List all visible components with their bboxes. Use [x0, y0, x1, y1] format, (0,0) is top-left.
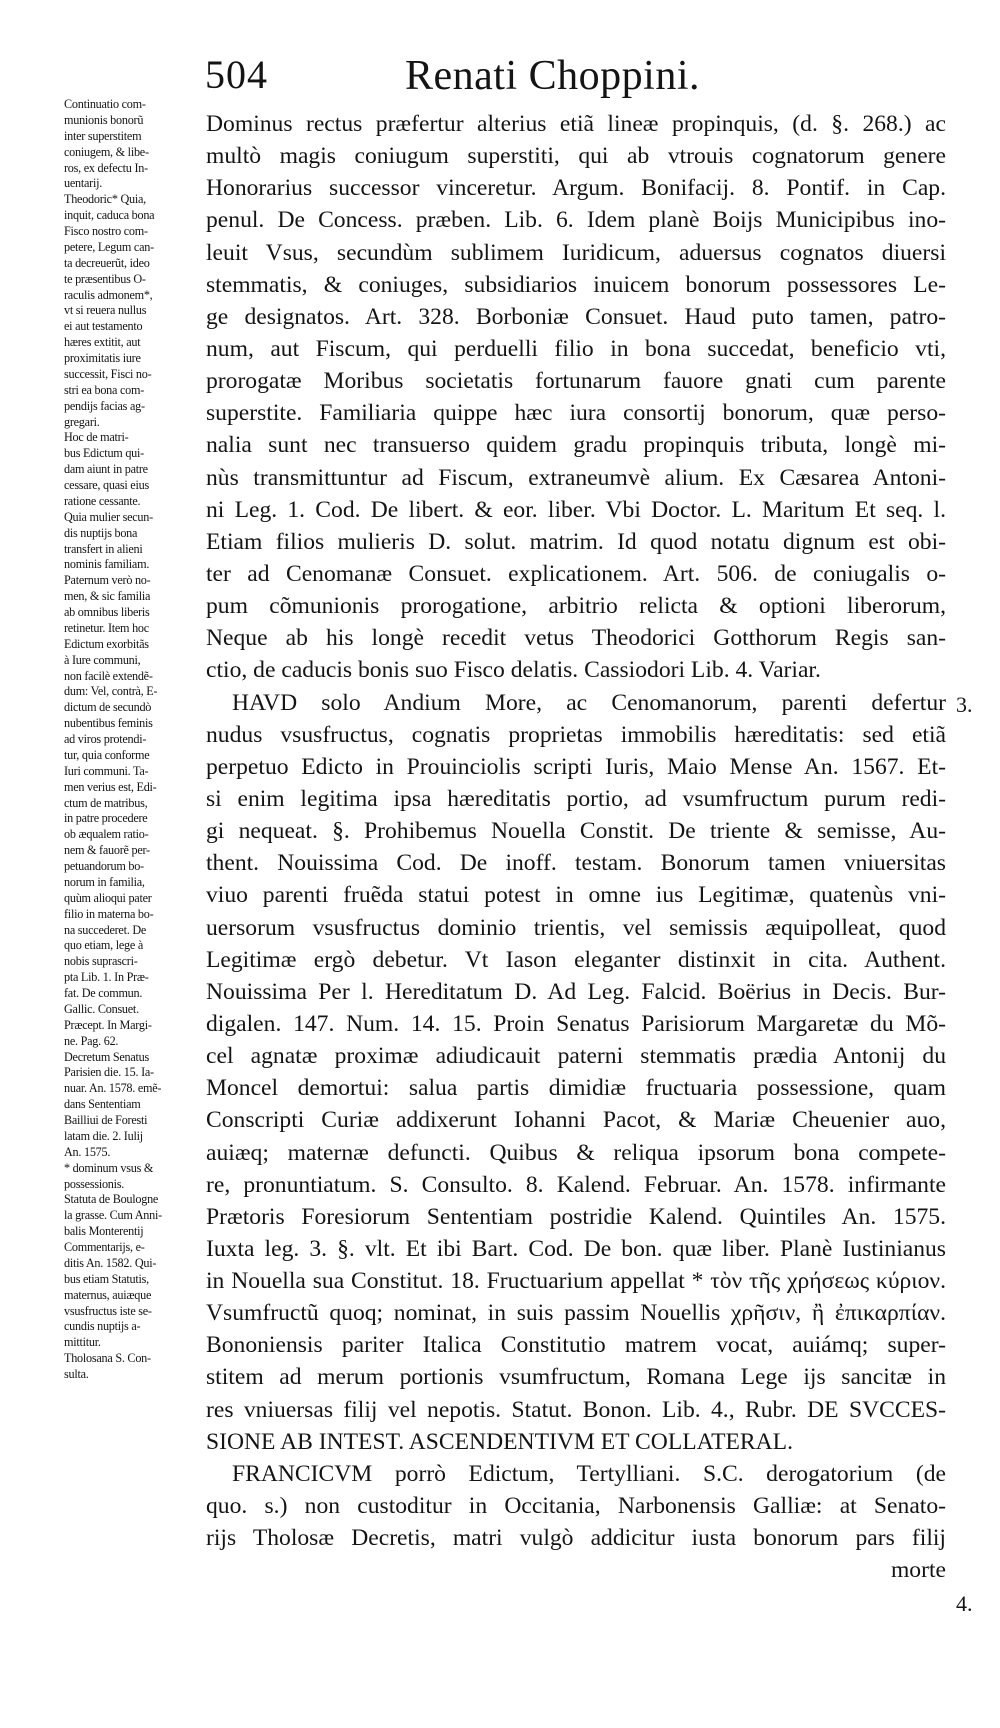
text-line: cel agnatæ proximæ adiudicauit paterni stemmatis prædia Antonij du	[206, 1043, 946, 1070]
text-line: stitem ad merum portionis vsumfructum, Romana Lege ijs sancitæ in	[206, 1364, 946, 1391]
margin-note-line: men verius est, Edi-	[64, 779, 157, 794]
text-line: Prætoris Foresiorum Sententiam postridie Kalend. Quintiles An. 1575.	[206, 1203, 946, 1230]
text-line: Vsumfructũ quoq; nominat, in suis passim Nouellis χρῆσιν, ἢ ἐπικαρπίαν.	[206, 1300, 946, 1327]
margin-note-line: Bailliui de Foresti	[64, 1113, 148, 1127]
margin-note-line: filio in materna bo-	[64, 906, 154, 921]
margin-note-line: norum in familia,	[64, 874, 145, 889]
margin-note-line: Decretum Senatus	[64, 1049, 150, 1064]
text-line: penul. De Concess. præben. Lib. 6. Idem planè Boijs Municipibus ino-	[206, 207, 946, 234]
text-line: nalia sunt nec transuerso quidem gradu propinquis tributa, longè mi-	[206, 432, 946, 459]
text-line: pum cõmunionis prorogatione, arbitrio relicta & optioni liberorum,	[206, 593, 946, 620]
margin-note-line: balis Monterentij	[64, 1224, 144, 1239]
margin-note-line: An. 1575.	[64, 1144, 111, 1159]
margin-note-line: retinetur. Item hoc	[64, 620, 149, 635]
running-title: Renati Choppini.	[405, 53, 700, 99]
margin-note-line: nem & fauorẽ per-	[64, 843, 150, 858]
margin-note-line: Tholosana S. Con-	[64, 1351, 151, 1366]
margin-note-line: ne. Pag. 62.	[64, 1033, 119, 1048]
text-line: Bononiensis pariter Italica Constitutio matrem vocat, auiámq; super-	[206, 1332, 946, 1359]
margin-note-line: petere, Legum can-	[64, 239, 154, 254]
margin-note-line: ctum de matribus,	[64, 795, 148, 810]
text-line: re, pronuntiatum. S. Consulto. 8. Kalend. Februar. An. 1578. infirmante	[206, 1171, 946, 1198]
margin-note-line: men, & sic familia	[64, 589, 151, 604]
page-header	[205, 52, 965, 115]
margin-note-line: gregari.	[64, 414, 100, 429]
margin-note-line: munionis bonorũ	[64, 112, 144, 127]
margin-note-line: mittitur.	[64, 1335, 101, 1350]
margin-note-line: dictum de secundò	[64, 700, 152, 715]
margin-note-line: vsusfructus iste se-	[64, 1303, 152, 1318]
margin-note-line: hæres extitit, aut	[64, 335, 141, 350]
margin-note-line: ab omnibus liberis	[64, 605, 150, 619]
text-line: Conscripti Curiæ addixerunt Iohanni Pacot, & Mariæ Cheuenier auo,	[206, 1107, 946, 1134]
text-line: viuo parenti fruẽda statui potest in omne ius Legitimæ, quatenùs vni-	[206, 882, 946, 909]
text-line: morte	[890, 1557, 946, 1584]
text-line: in Nouella sua Constitut. 18. Fructuarium appellat * τὸν τῆς χρήσεως κύριον.	[206, 1268, 946, 1295]
text-line: Legitimæ ergò debetur. Vt Iason eleganter distinxit in cita. Authent.	[206, 946, 946, 973]
text-line: quo. s.) non custoditur in Occitania, Narbonensis Galliæ: at Senato-	[206, 1493, 946, 1520]
text-line: Iuxta leg. 3. §. vlt. Et ibi Bart. Cod. De bon. quæ liber. Planè Iustinianus	[206, 1235, 946, 1262]
margin-note-line: pta Lib. 1. In Præ-	[64, 970, 149, 985]
margin-note-line: cundis nuptijs a-	[64, 1319, 141, 1334]
text-line: Etiam filios mulieris D. solut. matrim. Id quod notatu dignum est obi-	[206, 528, 946, 555]
margin-note-line: stri ea bona com-	[64, 382, 145, 397]
margin-note-line: ad viros protendi-	[64, 732, 147, 746]
text-line: ctio, de caducis bonis suo Fisco delatis. Cassiodori Lib. 4. Variar.	[206, 657, 821, 684]
margin-note-line: nobis suprascri-	[64, 954, 138, 969]
margin-note-line: tur, quia conforme	[64, 747, 150, 762]
margin-note-line: * dominum vsus &	[64, 1160, 154, 1175]
text-line: HAVD solo Andium More, ac Cenomanorum, parenti defertur	[232, 689, 946, 716]
margin-note-line: la grasse. Cum Anni-	[64, 1208, 162, 1223]
margin-note-line: Continuatio com-	[64, 97, 146, 111]
margin-note-line: ei aut testamento	[64, 319, 143, 334]
margin-note-line: quo etiam, lege à	[64, 938, 143, 953]
margin-note-line: dis nuptijs bona	[64, 525, 138, 540]
margin-note-line: successit, Fisci no-	[64, 366, 152, 381]
margin-note-line: Commentarijs, e-	[64, 1240, 145, 1254]
margin-note-line: inquit, caduca bona	[64, 208, 155, 223]
margin-note-line: Fisco nostro com-	[64, 224, 148, 238]
text-line: Honorarius successor vinceretur. Argum. Bonifacij. 8. Pontif. in Cap.	[206, 175, 946, 202]
margin-note-line: coniugem, & libe-	[64, 144, 149, 159]
text-line: nudus vsusfructus, cognatis proprietas immobilis hæreditatis: sed etiã	[206, 721, 946, 748]
margin-note-line: na succederet. De	[64, 922, 147, 937]
text-line: Neque ab his longè recedit vetus Theodorici Gotthorum Regis san-	[206, 625, 946, 652]
text-line: gi nequeat. §. Prohibemus Nouella Constit. De triente & semisse, Au-	[206, 818, 946, 845]
margin-note-line: Statuta de Boulogne	[64, 1192, 159, 1207]
text-line: nùs transmittuntur ad Fiscum, extraneumvè alium. Ex Cæsarea Antoni-	[206, 464, 946, 491]
margin-note-line: bus etiam Statutis,	[64, 1271, 149, 1286]
margin-note-line: pendijs facias ag-	[64, 398, 145, 413]
text-line: leuit Vsus, secundùm sublimem Iuridicum, aduersus cognatos diuersi	[206, 239, 946, 266]
text-line: ge designatos. Art. 328. Borboniæ Consuet. Haud puto tamen, patro-	[206, 303, 946, 330]
margin-note-line: ros, ex defectu In-	[64, 160, 148, 175]
margin-note-line: Iuri communi. Ta-	[64, 763, 149, 778]
margin-note-line: fat. De commun.	[64, 986, 143, 1000]
text-line: auiæq; maternæ defuncti. Quibus & reliqua ipsorum bona compete-	[206, 1139, 946, 1166]
margin-note-line: vt si reuera nullus	[64, 303, 147, 318]
text-line: Dominus rectus præfertur alterius etiã lineæ propinquis, (d. §. 268.) ac	[206, 111, 946, 137]
text-line: ni Leg. 1. Cod. De libert. & eor. liber. Vbi Doctor. L. Maritum Et seq. l.	[206, 496, 946, 523]
margin-note-line: cessare, quasi eius	[64, 478, 149, 492]
text-line: rijs Tholosæ Decretis, matri vulgò addicitur iusta bonorum pars filij	[206, 1525, 946, 1552]
margin-note-line: Hoc de matri-	[64, 430, 129, 445]
margin-note-line: dans Sententiam	[64, 1097, 141, 1112]
margin-note-line: ditis An. 1582. Qui-	[64, 1255, 157, 1270]
margin-note-line: Quia mulier secun-	[64, 509, 153, 524]
text-line: ter ad Cenomanæ Consuet. explicationem. Art. 506. de coniugalis o-	[206, 560, 946, 587]
text-line: thent. Nouissima Cod. De inoff. testam. Bonorum tamen vniuersitas	[206, 850, 946, 877]
margin-note-line: Paternum verò no-	[64, 573, 151, 588]
text-line: digalen. 147. Num. 14. 15. Proin Senatus Parisiorum Margaretæ du Mõ-	[206, 1010, 946, 1037]
text-line: Nouissima Per l. Hereditatum D. Ad Leg. Falcid. Boërius in Decis. Bur-	[206, 978, 946, 1005]
margin-note-line: dum: Vel, contrà, E-	[64, 684, 158, 699]
margin-note-line: ob æqualem ratio-	[64, 827, 149, 842]
text-line: num, aut Fiscum, qui perduelli filio in bona succedat, beneficio vti,	[206, 335, 946, 362]
margin-note-line: Parisien die. 15. Ia-	[64, 1065, 154, 1080]
margin-note-line: Præcept. In Margi-	[64, 1017, 152, 1032]
margin-note-line: te præsentibus O-	[64, 271, 146, 286]
margin-note-line: inter superstitem	[64, 128, 142, 143]
margin-note-line: sulta.	[64, 1367, 89, 1381]
margin-note-line: quùm alioqui pater	[64, 890, 152, 905]
margin-note-line: nominis familiam.	[64, 557, 150, 572]
margin-note-line: petuandorum bo-	[64, 859, 144, 873]
margin-note-line: non facilè extendẽ-	[64, 668, 153, 683]
text-line: uersorum vsusfructus dominio trientis, vel semissis æquipolleat, quod	[206, 914, 946, 941]
margin-note-line: possessionis.	[64, 1176, 125, 1191]
main-text	[206, 108, 946, 1586]
section-number: 3.	[956, 692, 973, 717]
margin-note-line: bus Edictum qui-	[64, 446, 144, 461]
margin-note-line: dam aiunt in patre	[64, 462, 148, 477]
margin-note-line: Edictum exorbitãs	[64, 636, 149, 651]
text-line: stemmatis, & coniuges, subsidiarios inuicem bonorum possessores Le-	[206, 271, 946, 298]
margin-note-line: uentarij.	[64, 176, 103, 191]
text-line: multò magis coniugum superstiti, qui ab vtrouis cognatorum genere	[206, 143, 946, 170]
margin-note-line: proximitatis iure	[64, 351, 141, 365]
section-number: 4.	[956, 1591, 973, 1616]
margin-note-line: à Iure communi,	[64, 652, 141, 667]
margin-note-line: maternus, auiæque	[64, 1287, 152, 1302]
margin-note-line: raculis admonem*,	[64, 287, 153, 302]
margin-note-line: Gallic. Consuet.	[64, 1001, 139, 1016]
text-line: si enim legitima ipsa hæreditatis portio, ad vsumfructum purum redi-	[206, 785, 946, 812]
margin-note-line: latam die. 2. Iulij	[64, 1128, 143, 1143]
margin-note-line: nubentibus feminis	[64, 716, 153, 731]
text-line: Moncel demortui: salua partis dimidiæ fructuaria possessione, quam	[206, 1075, 946, 1102]
text-line: prorogatæ Moribus societatis fortunarum fauore gnati cum parente	[206, 368, 946, 395]
text-line: SIONE AB INTEST. ASCENDENTIVM ET COLLATERAL.	[206, 1428, 793, 1455]
text-line: superstite. Familiaria quippe hæc iura consortij bonorum, quæ perso-	[206, 400, 946, 427]
margin-notes	[64, 97, 204, 1383]
margin-note-line: in patre procedere	[64, 811, 148, 826]
margin-note-line: ta decreuerũt, ideo	[64, 255, 150, 270]
margin-note-line: Theodoric* Quia,	[64, 192, 146, 207]
text-line: res vniuersas filij vel nepotis. Statut. Bonon. Lib. 4., Rubr. DE SVCCES-	[206, 1396, 946, 1423]
margin-note-line: nuar. An. 1578. emẽ-	[64, 1081, 162, 1096]
page-number: 504	[205, 52, 268, 97]
text-line: FRANCICVM porrò Edictum, Tertylliani. S.C. derogatorium (de	[232, 1460, 946, 1487]
margin-note-line: ratione cessante.	[64, 493, 141, 508]
margin-note-line: transfert in alieni	[64, 541, 143, 556]
text-line: perpetuo Edicto in Prouinciolis scripti Iuris, Maio Mense An. 1567. Et-	[206, 753, 946, 780]
